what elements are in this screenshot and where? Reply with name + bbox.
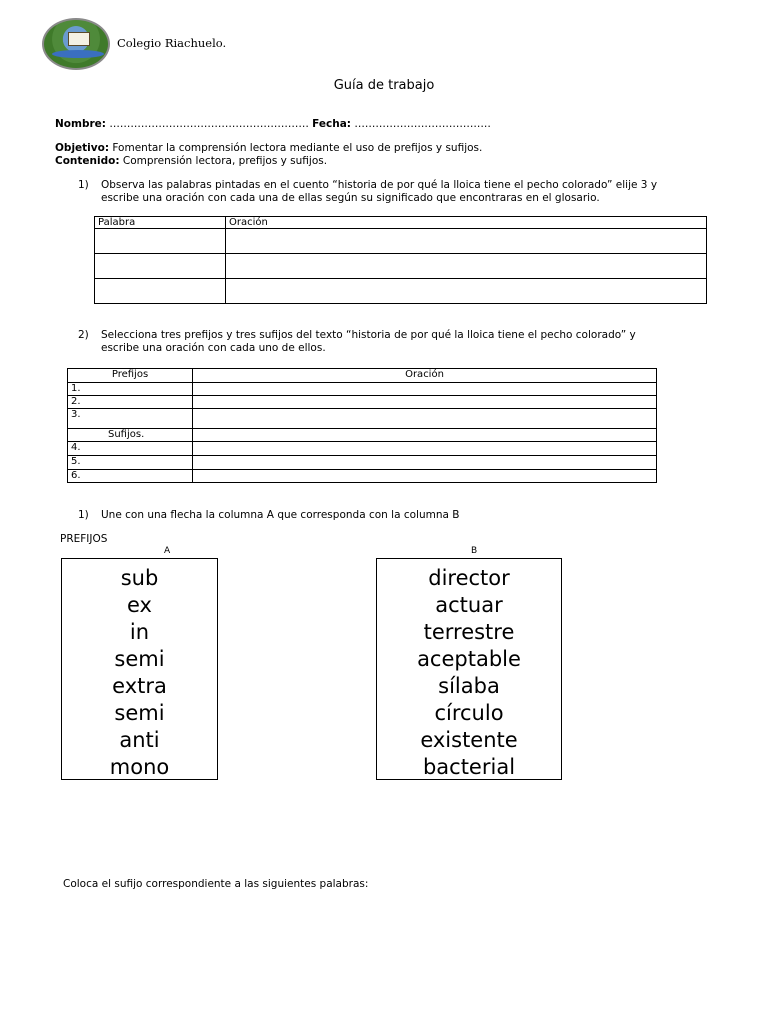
q1-line1: Observa las palabras pintadas en el cuento “historia de por qué la lloica tiene el pecho colorado” elije 3 y [101, 179, 658, 191]
answer-cell[interactable] [193, 442, 657, 456]
answer-cell[interactable] [95, 254, 226, 279]
q1-text [101, 179, 701, 205]
suffix-label: Sufijos. [68, 429, 193, 442]
row-label: 2. [68, 396, 193, 409]
table-row [95, 217, 707, 229]
q2-header-oracion: Oración [193, 369, 657, 383]
q1-header-oracion: Oración [226, 217, 707, 229]
table-row [68, 396, 657, 409]
column-b-box [376, 558, 562, 780]
q2-line1: Selecciona tres prefijos y tres sufijos del texto “historia de por qué la lloica tiene el pecho colorado” y [101, 329, 636, 341]
word-item[interactable]: terrestre [423, 620, 515, 644]
contenido-text: Comprensión lectora, prefijos y sufijos. [119, 155, 328, 167]
word-item[interactable]: existente [420, 728, 518, 752]
answer-cell[interactable] [226, 229, 707, 254]
q2-text [101, 329, 701, 355]
answer-cell[interactable] [193, 456, 657, 470]
answer-cell[interactable] [193, 409, 657, 429]
q2-line2: escribe una oración con cada uno de ellos. [101, 342, 326, 354]
table-row [68, 409, 657, 429]
q1-header-palabra: Palabra [95, 217, 226, 229]
column-a-box [61, 558, 218, 780]
name-label: Nombre: [55, 118, 106, 130]
q1-table [94, 216, 707, 304]
table-row [68, 429, 657, 442]
word-item[interactable]: aceptable [417, 647, 521, 671]
table-row [68, 456, 657, 470]
river-icon [52, 50, 104, 58]
word-item[interactable]: bacterial [422, 755, 516, 779]
row-label: 3. [68, 409, 193, 429]
prefix-item[interactable]: in [129, 620, 150, 644]
school-name: Colegio Riachuelo. [117, 36, 227, 50]
answer-cell[interactable] [95, 279, 226, 304]
q1-number: 1) [78, 179, 89, 191]
section-prefijos: PREFIJOS [60, 533, 108, 545]
row-label: 4. [68, 442, 193, 456]
objetivo-line [55, 142, 482, 155]
table-row [95, 279, 707, 304]
q1-line2: escribe una oración con cada una de ellas según su significado que encontraras en el glosario. [101, 192, 600, 204]
answer-cell[interactable] [193, 396, 657, 409]
date-label: Fecha: [312, 118, 352, 130]
objetivo-text: Fomentar la comprensión lectora mediante el uso de prefijos y sufijos. [109, 142, 483, 154]
col-a-label: A [164, 546, 171, 556]
school-logo [42, 18, 110, 70]
q2-header-prefijos: Prefijos [68, 369, 193, 383]
word-item[interactable]: director [428, 566, 510, 590]
answer-cell[interactable] [193, 470, 657, 483]
prefix-item[interactable]: semi [114, 701, 165, 725]
table-row [95, 254, 707, 279]
answer-cell[interactable] [193, 383, 657, 396]
q4-text: Coloca el sufijo correspondiente a las siguientes palabras: [63, 878, 369, 890]
q3-number: 1) [78, 509, 89, 521]
name-dots: ………………………………………………… [109, 118, 309, 130]
q2-number: 2) [78, 329, 89, 341]
answer-cell[interactable] [95, 229, 226, 254]
table-row [95, 229, 707, 254]
contenido-line [55, 155, 482, 168]
book-icon [68, 32, 90, 46]
answer-cell[interactable] [193, 429, 657, 442]
prefix-item[interactable]: anti [119, 728, 160, 752]
q2-table [67, 368, 657, 483]
word-item[interactable]: actuar [435, 593, 503, 617]
answer-cell[interactable] [226, 279, 707, 304]
page-title: Guía de trabajo [333, 78, 435, 93]
student-line [55, 118, 491, 130]
row-label: 6. [68, 470, 193, 483]
answer-cell[interactable] [226, 254, 707, 279]
date-dots: ………………………………… [354, 118, 491, 130]
q3-text: Une con una flecha la columna A que corresponda con la columna B [101, 509, 460, 521]
contenido-label: Contenido: [55, 155, 120, 167]
prefix-item[interactable]: mono [109, 755, 170, 779]
prefix-item[interactable]: ex [127, 593, 152, 617]
table-row [68, 470, 657, 483]
row-label: 5. [68, 456, 193, 470]
word-item[interactable]: sílaba [438, 674, 500, 698]
table-row [68, 442, 657, 456]
objetivo-label: Objetivo: [55, 142, 110, 154]
table-row [68, 383, 657, 396]
prefix-item[interactable]: semi [114, 647, 165, 671]
prefix-item[interactable]: sub [120, 566, 159, 590]
table-row [68, 369, 657, 383]
prefix-item[interactable]: extra [112, 674, 167, 698]
row-label: 1. [68, 383, 193, 396]
objective-block [55, 142, 482, 168]
word-item[interactable]: círculo [434, 701, 504, 725]
col-b-label: B [471, 546, 478, 556]
